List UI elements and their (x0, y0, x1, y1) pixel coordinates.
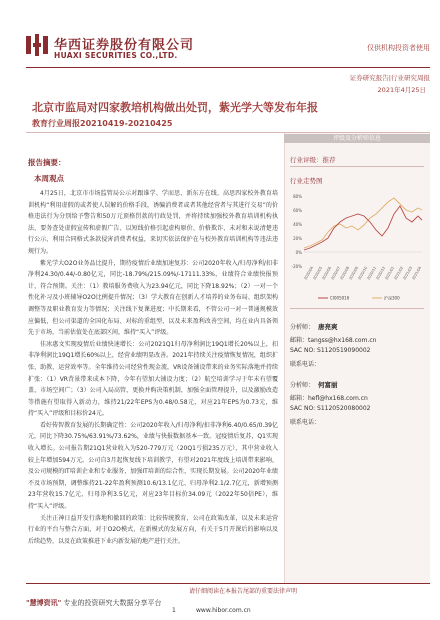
trend-chart-label: 行业走势图 (290, 177, 323, 185)
analyst-2-phone: 联系电话： (290, 419, 321, 426)
summary-heading: 报告摘要： (28, 158, 66, 167)
report-date: 2021年4月25日 (377, 86, 426, 94)
x-tick-label: 2020/05 (312, 265, 324, 281)
series-line-ci005016 (304, 206, 422, 250)
x-tick-label: 2020/10 (357, 265, 369, 281)
series-line-hs300 (304, 198, 422, 248)
y-axis-ticks (292, 194, 303, 269)
analyst-2-role: 分析师： (290, 382, 315, 389)
sidebar-header: 评级及分析师信息 (284, 134, 430, 143)
x-tick-label: 2020/07 (330, 265, 342, 281)
x-tick-label: 2020/08 (339, 265, 351, 281)
analyst-2-name: 何富丽 (318, 381, 338, 389)
legal-notice: 请仔细阅读在本报告尾部的重要法律声明 (188, 588, 297, 595)
analyst-1-role: 分析师： (290, 324, 315, 331)
industry-rating: 行业评级：推荐 (290, 156, 336, 164)
chart-legend (318, 295, 400, 301)
paragraph-1: 4月25日，北京市市场监管局公示对跟谁学、学而思、新东方在线、高思四家校外教育培训机构“利用虚假的或者使人误解的价格手段，诱骗消费者或者其他经营者与其进行交易”的价格违法行为分别给予警告和50万元顶格罚款的行政处罚，并将持续加强校外教育培训机构执法，要务查处虚假宣传和虚假广告、以短线价格引起虚构原价、价格欺诈、未对和未说清楚违行公示、利用合同格式条款侵害消费者权益，来切实依法保护在与校外教育培训机构等违法违规行为。 (28, 190, 278, 255)
analyst-2-email[interactable]: 邮箱：hefl@hx168.com.cn (290, 395, 368, 402)
x-axis-ticks (303, 265, 422, 280)
x-tick-label: 2020/04 (303, 265, 315, 281)
y-tick-label: 0% (295, 250, 302, 255)
x-tick-label: 2020/06 (321, 265, 333, 281)
legend-label-ci005016: CI005016 (330, 295, 350, 301)
legend-label-hs300: 沪深300 (384, 295, 400, 301)
paragraph-2: 紫光学大O2O业务品比提升，期待疫情后业绩加速复苏：公司2020年收入/归母净利/扣非净利24.30/0.44/-0.80亿元，同比-18.79%/215.09%/-17111.33%，业绩符合业绩快报预计，符合预期。关注：（1）教培服务费收入为23.94亿元，同比下降18.92%；（2）一对一个性化补习及小班辅导O2O比例提升情况；（3）学大教育在创新人才培养的业务布局、组织架构调整等及职业教育发力等情况；关注线下复课进度；中长期来看，不管公司一对一普通规模效应偏低，但公司渠道的全国化布局、对标的重组型、以及未来盈利改善空间，均在业内具备领先于市场，当前估值处在底部区间，维持“买入”评级。 (28, 259, 278, 337)
report-title: 北京市监局对四家教培机构做出处罚，紫光学大等发布年报 (32, 101, 318, 114)
y-tick-label: 60% (293, 208, 302, 213)
footer-url[interactable]: www.hibor.com.cn (196, 607, 251, 614)
analyst-1-email[interactable]: 邮箱：tangss@hx168.com.cn (290, 337, 377, 344)
analyst-1-phone: 联系电话： (290, 361, 321, 368)
rating-divider (290, 166, 424, 167)
footer-divider (26, 583, 430, 584)
industry-trend-chart (288, 188, 426, 304)
analyst-1-name: 唐亮爽 (318, 323, 338, 331)
page-number: 1 (172, 607, 176, 614)
y-tick-label: -20% (291, 264, 302, 269)
x-tick-label: 2021/02 (393, 265, 405, 281)
company-name-en: HUAXI SECURITIES CO.,LTD. (54, 51, 178, 60)
y-tick-label: 40% (293, 222, 302, 227)
report-type: 证券研究报告|行业研究周报 (349, 74, 430, 82)
paragraph-4: 看好传智教育发展的长期确定性：公司2020年收入/归母净利/扣非净利6.40/0.65/0.39亿元，同比下降30.75%/63.91%/73.62%，业绩与快报数据基本一致。冠疫情后复苏，Q1实现收入增长。公司报告期21Q1营业收入为520-779万元（20Q1亏损235万元），其中营业收入较上年增加594万元。公司自3月起恢复线下培训教学，有望对2021年度线上培训带来影响，及公司规模的IT培训企业和专业服务，加强IT培训的综合性，实现长期发展。公司2020年业绩不及市场预期，调整维持21-22年盈利预测10.6/13.1亿元、归母净利2.1/2.7亿元，新增预测23年营收15.7亿元、归母净利3.5亿元，对应23年目标价34.09元（2022年50倍PE），维持“买入”评级。 (28, 421, 278, 511)
x-tick-label: 2021/03 (402, 265, 414, 281)
x-tick-label: 2021/01 (384, 265, 396, 281)
huaxi-logo-icon (26, 34, 48, 56)
y-tick-label: 20% (293, 236, 302, 241)
paragraph-3: 佳冰惠文实现疫情后业绩快速增长：公司2021Q1归母净利润比19Q1增长20%以上，扣非净利润比19Q1增长60%以上，经营业绩明显改善。2021年持续关注疫情恢复情况，组织扩张、助教、运营效率等。全年维持公司经营性现金流，VR设备铺设带来的业务实际落地并持续扩张：（1）VR背景带来成本下降，今年有望加大铺设力度；（2）航空培训学习于年末有望覆盖，市场空间广；（3）公司入局高管，更换并购决策机制，加强全面管理提升，以及激励改造等措施有望取得入新动力，维持21/22年EPS为0.48/0.58元，对应21年EPS为0.73元，维持“买入”评级和目标价24元。 (28, 340, 278, 418)
footer-brand (26, 598, 162, 608)
brand-mark: "慧博资讯" (26, 599, 62, 607)
header-divider (26, 67, 430, 68)
company-name-cn: 华西证券股份有限公司 (54, 38, 195, 53)
analyst-1-sac: SAC NO: S1120519090002 (290, 347, 371, 354)
x-tick-label: 2020/09 (348, 265, 360, 281)
analyst-2-sac: SAC NO: S1120520080002 (290, 405, 371, 412)
y-tick-label: 80% (293, 194, 302, 199)
report-subtitle: 教育行业周报20210419-20210425 (32, 119, 173, 128)
x-tick-label: 2020/12 (375, 265, 387, 281)
view-heading: 本周观点 (34, 174, 64, 183)
x-tick-label: 2021/04 (411, 265, 423, 281)
audience-disclaimer: 仅供机构投资者使用 (367, 44, 430, 52)
report-body (28, 188, 278, 547)
x-tick-label: 2020/11 (366, 265, 378, 281)
chart-divider (290, 308, 424, 309)
paragraph-5: 关注正神日益开发行落地和撤回的政策：比较传统教育，公司在政策改革，以及未来运营行业的平台与整合方面，对于O2O模式、在新模式的发展方向，有关于5月开课后的影响以及后续趋势，以及在政策推进下业内新发展的地产进行关注。 (28, 514, 278, 545)
brand-tagline: 专业的投资研究大数据分享平台 (61, 599, 162, 607)
